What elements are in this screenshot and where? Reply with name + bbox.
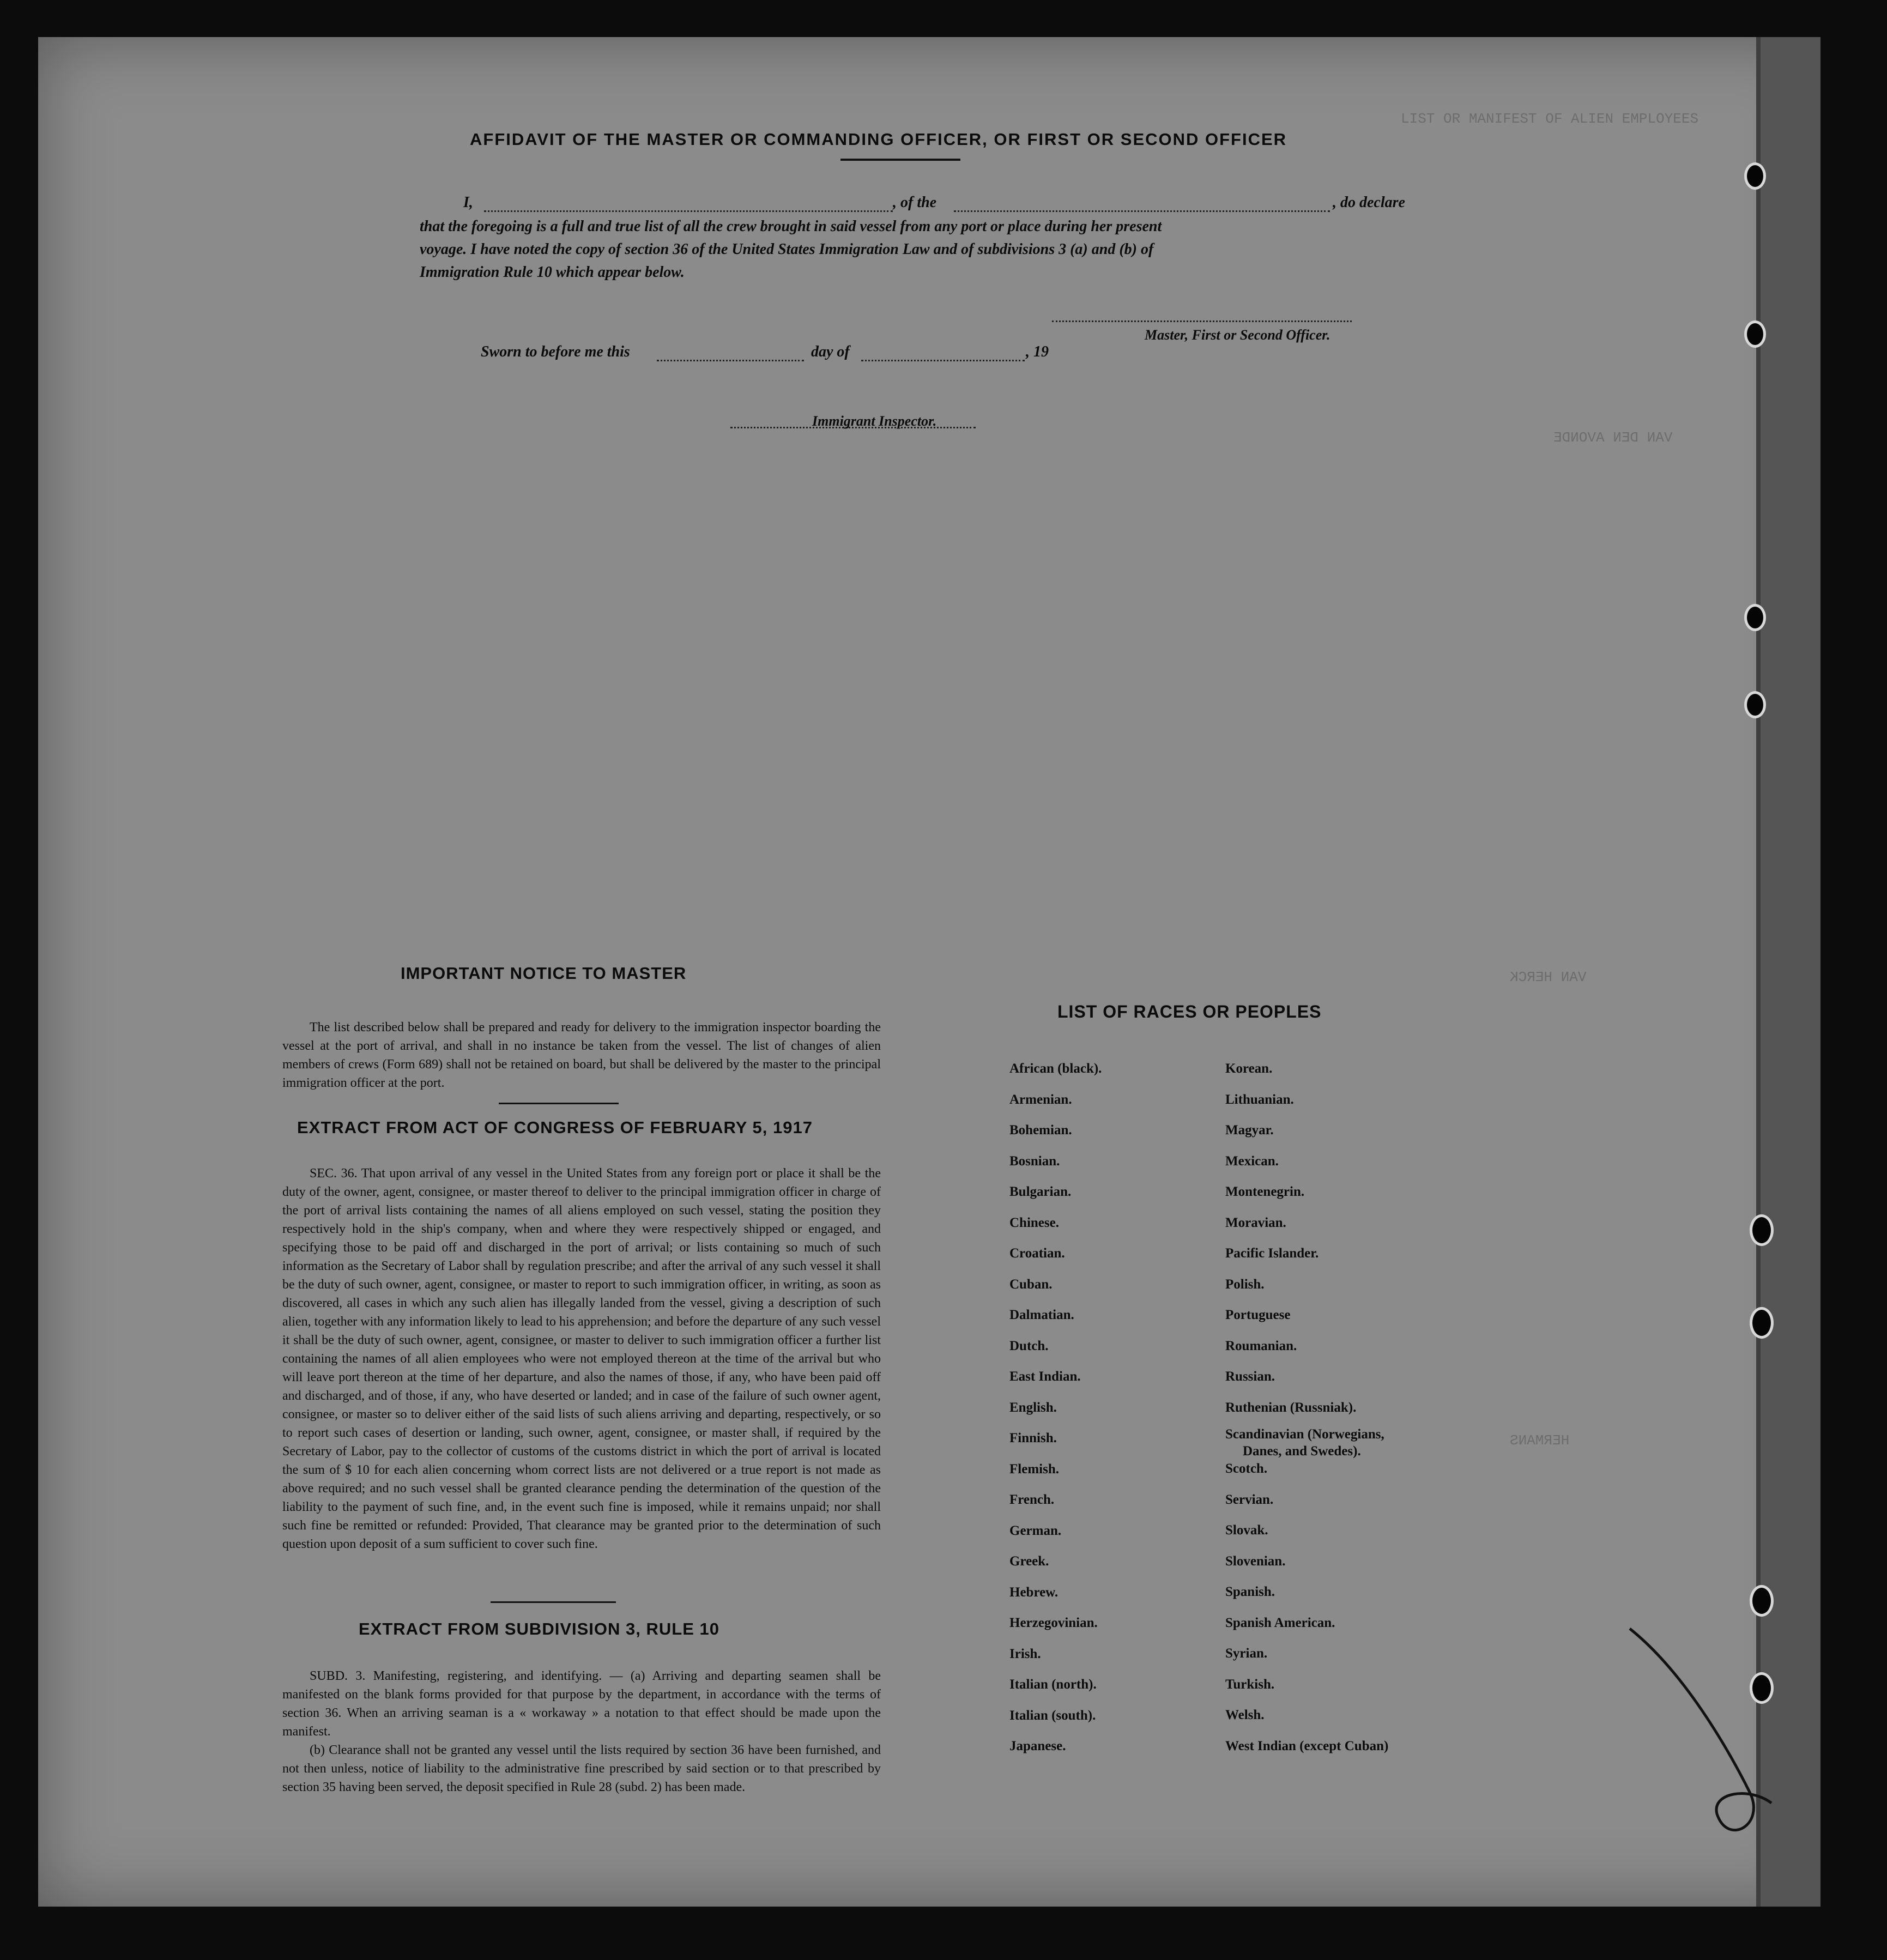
race-item: Turkish. xyxy=(1225,1677,1275,1692)
master-signature-line[interactable] xyxy=(1052,320,1352,322)
affidavit-line-2: that the foregoing is a full and true list of all the crew brought in said vessel from any port or place during her present xyxy=(420,218,1162,235)
race-item: Finnish. xyxy=(1009,1431,1057,1445)
rule-extract-title: EXTRACT FROM SUBDIVISION 3, RULE 10 xyxy=(359,1619,719,1638)
affidavit-i-label: I, xyxy=(463,194,473,211)
race-item: East Indian. xyxy=(1009,1369,1081,1384)
race-item: Japanese. xyxy=(1009,1739,1066,1753)
vessel-blank-line[interactable] xyxy=(954,210,1330,212)
bleed-through-text: VAN DEN AVONDE xyxy=(1553,429,1673,446)
races-title: LIST OF RACES OR PEOPLES xyxy=(1057,1002,1322,1021)
race-item: Syrian. xyxy=(1225,1646,1268,1661)
document-page xyxy=(38,37,1821,1907)
race-item-continuation: Danes, and Swedes). xyxy=(1243,1444,1361,1459)
race-item: Italian (north). xyxy=(1009,1677,1097,1692)
race-item: Russian. xyxy=(1225,1369,1275,1384)
race-item: African (black). xyxy=(1009,1061,1102,1076)
race-item: Mexican. xyxy=(1225,1153,1279,1169)
races-right-column xyxy=(1225,1054,1388,1762)
rule-paragraph-b: (b) Clearance shall not be granted any vessel until the lists required by section 36 have been furnished, and not then unless, notice of liability to the administrative fine prescribed by said section or to that prescribed by section 35 having been served, the deposit specified in Rule 28 (subd. 2) has been made. xyxy=(282,1743,881,1794)
pencil-mark xyxy=(1619,1607,1782,1863)
affidavit-title: AFFIDAVIT OF THE MASTER OR COMMANDING OFFICER, OR FIRST OR SECOND OFFICER xyxy=(470,130,1287,149)
sworn-day-blank[interactable] xyxy=(657,360,804,361)
race-item: Pacific Islander. xyxy=(1225,1246,1319,1261)
act-section-36-paragraph: SEC. 36. That upon arrival of any vessel in the United States from any foreign port or place it shall be the duty of the owner, agent, consignee, or master thereof to deliver to the principal immigration officer in charge of the port of arrival lists containing the names of all aliens employed on such vessel, stating the position they respectively hold in the ship's company, when and where they were respectively shipped or engaged, and specifying those to be paid off and discharged in the port of arrival; or lists containing so much of such information as the Secretary of Labor shall by regulation prescribe; and after the arrival of any such vessel it shall be the duty of such owner, agent, consignee, or master to report to such immigration officer, in writing, as soon as discovered, all cases in which any such alien has illegally landed from the vessel, giving a description of such alien, together with any information likely to lead to his apprehension; and before the departure of any such vessel it shall be the duty of such owner, agent, consignee, or master to deliver to such immigration officer a further list containing the names of all alien employees who were not employed thereon at the time of the arrival but who will leave port thereon at the time of her departure, and also the names of those, if any, who have been paid off and discharged, and of those, if any, who have deserted or landed; and in case of the failure of such owner agent, consignee, or master so to deliver either of the said lists of such aliens arriving and departing, respectively, or so to report such cases of desertion or landing, such owner, agent, consignee, or master shall, if required by the Secretary of Labor, pay to the collector of customs of the customs district in which the port of arrival is located the sum of $ 10 for each alien concerning whom correct lists are not delivered or a true report is not made as above required; and no such vessel shall be granted clearance pending the determination of the question of the liability to the payment of such fine, and, in the event such fine is imposed, while it remains unpaid; nor shall such fine be remitted or refunded: Provided, That clearance may be granted prior to the determination of such question upon deposit of a sum sufficient to cover such fine. xyxy=(282,1166,881,1551)
race-item: Polish. xyxy=(1225,1277,1265,1292)
notice-paragraph: The list described below shall be prepared and ready for delivery to the immigration inspector boarding the vessel at the port of arrival, and shall in no instance be taken from the vessel. The list of changes of alien members of crews (Form 689) shall not be retained on board, but shall be delivered by the master to the principal immigration officer at the port. xyxy=(282,1020,881,1090)
race-item: Magyar. xyxy=(1225,1123,1274,1138)
inspector-signature-label: Immigrant Inspector. xyxy=(812,413,937,429)
act-extract-title: EXTRACT FROM ACT OF CONGRESS OF FEBRUARY 5, 1917 xyxy=(297,1118,813,1137)
race-item: Roumanian. xyxy=(1225,1338,1297,1353)
sworn-month-blank[interactable] xyxy=(861,360,1025,361)
affidavit-declare-label: , do declare xyxy=(1333,194,1405,211)
race-item: Bohemian. xyxy=(1009,1123,1072,1138)
rule-paragraph-a: SUBD. 3. Manifesting, registering, and identifying. — (a) Arriving and departing seamen shall be manifested on the blank forms provided for that purpose by the department, in accordance with the terms of section 36. When an arriving seaman is a « workaway » a notation to that effect should be made upon the manifest. xyxy=(282,1669,881,1739)
race-item: English. xyxy=(1009,1400,1057,1415)
race-item: Portuguese xyxy=(1225,1308,1291,1322)
race-item: Moravian. xyxy=(1225,1215,1286,1230)
race-item: Welsh. xyxy=(1225,1708,1265,1722)
race-item: Slovak. xyxy=(1225,1523,1268,1538)
race-item: Bosnian. xyxy=(1009,1153,1060,1169)
race-item: Scotch. xyxy=(1225,1461,1268,1476)
race-item: Lithuanian. xyxy=(1225,1092,1294,1107)
binder-hole xyxy=(1750,1214,1774,1246)
notice-title: IMPORTANT NOTICE TO MASTER xyxy=(401,964,687,983)
affidavit-line-3: voyage. I have noted the copy of section 36 of the United States Immigration Law and of subdivisions 3 (a) and (b) of xyxy=(420,241,1154,258)
sworn-label: Sworn to before me this xyxy=(481,343,630,360)
race-item: Dutch. xyxy=(1009,1338,1049,1353)
rule-extract-body xyxy=(282,1667,881,1796)
race-item: Irish. xyxy=(1009,1646,1041,1661)
binder-hole xyxy=(1744,691,1766,718)
year-label: , 19 xyxy=(1026,343,1049,360)
race-item: Korean. xyxy=(1225,1061,1273,1076)
race-item: Flemish. xyxy=(1009,1461,1059,1477)
name-blank-line[interactable] xyxy=(484,210,893,212)
race-item: Cuban. xyxy=(1009,1277,1053,1292)
race-item: West Indian (except Cuban) xyxy=(1225,1738,1389,1753)
race-item: Scandinavian (Norwegians, xyxy=(1225,1427,1384,1442)
races-left-column xyxy=(1009,1054,1102,1762)
race-item: Spanish American. xyxy=(1225,1615,1335,1630)
act-extract-body xyxy=(282,1164,881,1553)
race-item: Slovenian. xyxy=(1225,1553,1286,1569)
binder-hole xyxy=(1750,1307,1774,1339)
divider-rule xyxy=(840,159,960,161)
affidavit-of-the-label: , of the xyxy=(893,194,937,211)
day-of-label: day of xyxy=(811,343,850,360)
bleed-through-text: VAN HERCK xyxy=(1510,969,1587,985)
race-item: Greek. xyxy=(1009,1554,1049,1569)
race-item: Croatian. xyxy=(1009,1246,1065,1261)
race-item: Hebrew. xyxy=(1009,1584,1059,1600)
race-item: German. xyxy=(1009,1523,1062,1538)
race-item: Bulgarian. xyxy=(1009,1184,1072,1199)
bleed-through-text: HERMANS xyxy=(1510,1432,1570,1449)
master-signature-label: Master, First or Second Officer. xyxy=(1145,327,1330,343)
binder-hole xyxy=(1744,604,1766,631)
race-item: Herzegovinian. xyxy=(1009,1616,1098,1630)
race-item: French. xyxy=(1009,1492,1055,1507)
race-item: Montenegrin. xyxy=(1225,1184,1305,1199)
race-item: Spanish. xyxy=(1225,1584,1275,1599)
notice-body xyxy=(282,1018,881,1092)
affidavit-line-4: Immigration Rule 10 which appear below. xyxy=(420,264,685,281)
race-item: Servian. xyxy=(1225,1492,1274,1507)
bleed-through-text: LIST OR MANIFEST OF ALIEN EMPLOYEES xyxy=(1401,111,1699,127)
race-item: Dalmatian. xyxy=(1009,1308,1074,1322)
divider-rule xyxy=(491,1601,616,1603)
divider-rule xyxy=(499,1103,619,1104)
binder-hole xyxy=(1744,162,1766,190)
binder-hole xyxy=(1744,320,1766,348)
race-item: Armenian. xyxy=(1009,1092,1072,1107)
race-item: Chinese. xyxy=(1009,1215,1059,1230)
race-item: Italian (south). xyxy=(1009,1708,1096,1723)
race-item: Ruthenian (Russniak). xyxy=(1225,1400,1357,1415)
